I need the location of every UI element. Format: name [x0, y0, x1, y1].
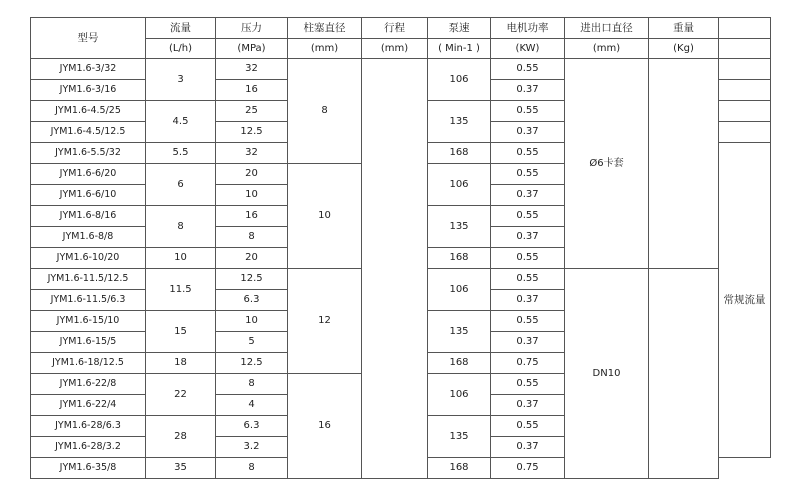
power-cell: 0.55: [491, 59, 565, 80]
unit-pump-speed: ( Min-1 ): [428, 39, 491, 59]
model-cell: JYM1.6-18/12.5: [31, 353, 146, 374]
header-row: [31, 18, 771, 39]
power-cell: 0.37: [491, 332, 565, 353]
model-cell: JYM1.6-3/16: [31, 80, 146, 101]
flow-cell: 35: [146, 458, 216, 479]
pressure-cell: 6.3: [216, 290, 288, 311]
model-cell: JYM1.6-8/8: [31, 227, 146, 248]
pump-speed-cell: 135: [428, 206, 491, 248]
weight-cell: [649, 269, 719, 479]
pressure-cell: 8: [216, 458, 288, 479]
pump-speed-cell: 106: [428, 269, 491, 311]
header-stroke: 行程: [362, 18, 428, 39]
model-cell: JYM1.6-5.5/32: [31, 143, 146, 164]
pressure-cell: 10: [216, 185, 288, 206]
flow-cell: 10: [146, 248, 216, 269]
pressure-cell: 6.3: [216, 416, 288, 437]
pump-speed-cell: 168: [428, 458, 491, 479]
pump-speed-cell: 135: [428, 311, 491, 353]
pump-speed-cell: 106: [428, 59, 491, 101]
unit-plunger-diameter: (mm): [288, 39, 362, 59]
model-cell: JYM1.6-28/3.2: [31, 437, 146, 458]
pump-speed-cell: 168: [428, 143, 491, 164]
plunger-cell: 12: [288, 269, 362, 374]
pressure-cell: 20: [216, 248, 288, 269]
model-cell: JYM1.6-11.5/6.3: [31, 290, 146, 311]
weight-cell: [649, 59, 719, 269]
power-cell: 0.37: [491, 395, 565, 416]
power-cell: 0.75: [491, 353, 565, 374]
model-cell: JYM1.6-10/20: [31, 248, 146, 269]
port-cell: Ø6卡套: [565, 59, 649, 269]
flow-cell: 4.5: [146, 101, 216, 143]
pressure-cell: 25: [216, 101, 288, 122]
unit-extra: [719, 39, 771, 59]
power-cell: 0.37: [491, 290, 565, 311]
flow-cell: 8: [146, 206, 216, 248]
pressure-cell: 12.5: [216, 122, 288, 143]
pressure-cell: 8: [216, 227, 288, 248]
unit-flow: (L/h): [146, 39, 216, 59]
plunger-cell: 16: [288, 374, 362, 479]
power-cell: 0.37: [491, 80, 565, 101]
plunger-cell: 10: [288, 164, 362, 269]
flow-cell: 18: [146, 353, 216, 374]
pressure-cell: 32: [216, 59, 288, 80]
pressure-cell: 20: [216, 164, 288, 185]
header-weight: 重量: [649, 18, 719, 39]
model-cell: JYM1.6-11.5/12.5: [31, 269, 146, 290]
power-cell: 0.37: [491, 185, 565, 206]
model-cell: JYM1.6-4.5/12.5: [31, 122, 146, 143]
power-cell: 0.37: [491, 437, 565, 458]
header-motor-power: 电机功率: [491, 18, 565, 39]
header-model: 型号: [31, 18, 146, 59]
power-cell: 0.37: [491, 122, 565, 143]
pressure-cell: 10: [216, 311, 288, 332]
flow-cell: 3: [146, 59, 216, 101]
pressure-cell: 8: [216, 374, 288, 395]
power-cell: 0.55: [491, 143, 565, 164]
model-cell: JYM1.6-4.5/25: [31, 101, 146, 122]
model-cell: JYM1.6-28/6.3: [31, 416, 146, 437]
pressure-cell: 16: [216, 206, 288, 227]
pump-spec-table: [30, 17, 771, 479]
header-pressure: 压力: [216, 18, 288, 39]
extra-cell: [719, 59, 771, 80]
power-cell: 0.55: [491, 206, 565, 227]
pump-speed-cell: 106: [428, 164, 491, 206]
pressure-cell: 12.5: [216, 269, 288, 290]
model-cell: JYM1.6-15/10: [31, 311, 146, 332]
stroke-cell: [362, 59, 428, 479]
table-row: [31, 59, 771, 80]
pressure-cell: 32: [216, 143, 288, 164]
pressure-cell: 12.5: [216, 353, 288, 374]
power-cell: 0.75: [491, 458, 565, 479]
note-cell: 常规流量: [719, 143, 771, 458]
power-cell: 0.55: [491, 101, 565, 122]
extra-cell: [719, 122, 771, 143]
extra-cell: [719, 101, 771, 122]
power-cell: 0.55: [491, 164, 565, 185]
model-cell: JYM1.6-6/10: [31, 185, 146, 206]
flow-cell: 5.5: [146, 143, 216, 164]
power-cell: 0.37: [491, 227, 565, 248]
unit-port-diameter: (mm): [565, 39, 649, 59]
unit-stroke: (mm): [362, 39, 428, 59]
power-cell: 0.55: [491, 374, 565, 395]
port-cell: DN10: [565, 269, 649, 479]
extra-cell: [719, 80, 771, 101]
power-cell: 0.55: [491, 416, 565, 437]
model-cell: JYM1.6-6/20: [31, 164, 146, 185]
pressure-cell: 16: [216, 80, 288, 101]
pressure-cell: 3.2: [216, 437, 288, 458]
header-port-diameter: 进出口直径: [565, 18, 649, 39]
flow-cell: 6: [146, 164, 216, 206]
model-cell: JYM1.6-3/32: [31, 59, 146, 80]
pump-speed-cell: 135: [428, 101, 491, 143]
pump-speed-cell: 106: [428, 374, 491, 416]
model-cell: JYM1.6-35/8: [31, 458, 146, 479]
pump-speed-cell: 135: [428, 416, 491, 458]
unit-pressure: (MPa): [216, 39, 288, 59]
flow-cell: 11.5: [146, 269, 216, 311]
unit-motor-power: (KW): [491, 39, 565, 59]
model-cell: JYM1.6-22/4: [31, 395, 146, 416]
model-cell: JYM1.6-8/16: [31, 206, 146, 227]
model-cell: JYM1.6-22/8: [31, 374, 146, 395]
pump-speed-cell: 168: [428, 353, 491, 374]
pressure-cell: 4: [216, 395, 288, 416]
flow-cell: 22: [146, 374, 216, 416]
header-plunger-diameter: 柱塞直径: [288, 18, 362, 39]
pump-speed-cell: 168: [428, 248, 491, 269]
header-flow: 流量: [146, 18, 216, 39]
plunger-cell: 8: [288, 59, 362, 164]
header-extra: [719, 18, 771, 39]
flow-cell: 15: [146, 311, 216, 353]
model-cell: JYM1.6-15/5: [31, 332, 146, 353]
power-cell: 0.55: [491, 269, 565, 290]
flow-cell: 28: [146, 416, 216, 458]
pressure-cell: 5: [216, 332, 288, 353]
power-cell: 0.55: [491, 248, 565, 269]
header-pump-speed: 泵速: [428, 18, 491, 39]
power-cell: 0.55: [491, 311, 565, 332]
unit-weight: (Kg): [649, 39, 719, 59]
